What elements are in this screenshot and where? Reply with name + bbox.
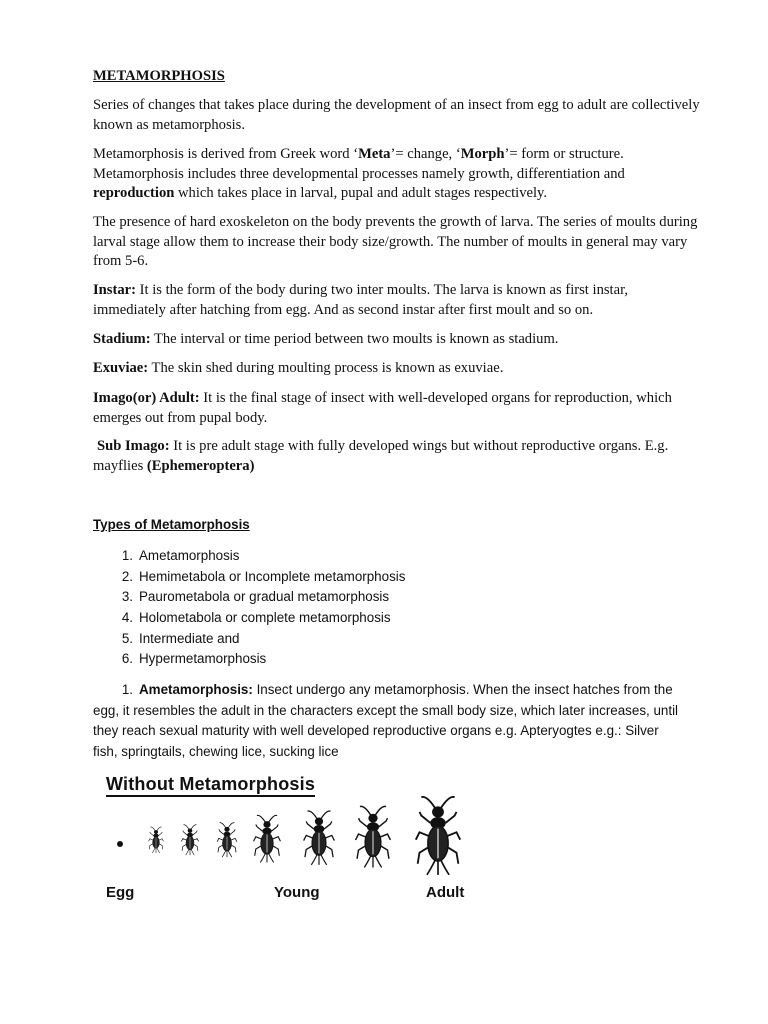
exuviae-definition	[93, 359, 703, 379]
ametamorphosis-section	[93, 680, 683, 762]
instar-term: Instar:	[93, 282, 136, 298]
list-number: 4.	[121, 610, 133, 626]
instar-definition	[93, 281, 703, 320]
list-label: Hemimetabola or Incomplete metamorphosis	[139, 568, 406, 584]
subimago-example: (Ephemeroptera)	[146, 457, 255, 474]
list-label: Ametamorphosis	[139, 548, 240, 563]
imago-definition	[93, 389, 703, 428]
subimago-term: Sub Imago:	[97, 438, 170, 454]
etymology-text-c: ’= form or structure. Metamorphosis includes three developmental processes namely growth, differentiation and	[93, 146, 625, 182]
intro-paragraph: Series of changes that takes place during the development of an insect from egg to adult are collectively known as metamorphosis.	[93, 97, 700, 133]
young-stage-3	[217, 823, 237, 858]
egg-mark	[117, 841, 123, 847]
insect-stages-illustration	[100, 770, 480, 885]
page-title: METAMORPHOSIS	[93, 68, 225, 84]
exoskeleton-paragraph: The presence of hard exoskeleton on the body prevents the growth of larva. The series of moults during larval stage allow them to increase their body size/growth. The number of moults in general may vary from 5-6.	[93, 214, 698, 269]
figure-title: Without Metamorphosis	[106, 774, 315, 797]
subimago-text: It is pre adult stage with fully developed wings but without reproductive organs. E.g. mayflies	[93, 438, 669, 474]
section-number: 1.	[121, 682, 133, 697]
instar-text: It is the form of the body during two inter moults. The larva is known as first instar, immediately after hatching from egg. And as second instar after first moult and so on.	[93, 282, 628, 318]
list-number: 5.	[121, 630, 133, 646]
ametamorphosis-paragraph	[93, 680, 683, 762]
young-stage-6	[356, 806, 391, 867]
list-number: 3.	[121, 589, 133, 605]
ametamorphosis-term: Ametamorphosis:	[139, 682, 253, 697]
young-stage-5	[304, 811, 335, 865]
subimago-definition	[93, 437, 703, 476]
list-label: Intermediate and	[139, 630, 240, 646]
etymology-text-b: ’= change, ‘	[390, 146, 461, 162]
morph-term: Morph	[460, 146, 505, 162]
imago-term: Imago(or) Adult:	[93, 390, 200, 406]
imago-text: It is the final stage of insect with well-developed organs for reproduction, which emerges out from pupal body.	[93, 390, 672, 426]
etymology-paragraph	[93, 145, 703, 204]
list-label: Hypermetamorphosis	[139, 651, 267, 667]
stadium-term: Stadium:	[93, 331, 151, 347]
stadium-definition	[93, 330, 703, 350]
etymology-text-a: Metamorphosis is derived from Greek word ‘	[93, 146, 359, 162]
stadium-text: The interval or time period between two moults is known as stadium.	[150, 331, 559, 347]
young-stage-1	[149, 827, 164, 853]
egg-label: Egg	[106, 884, 135, 901]
young-stage-4	[254, 815, 281, 862]
reproduction-term: reproduction	[93, 185, 175, 201]
list-number: 6.	[121, 651, 133, 667]
exuviae-text: The skin shed during moulting process is known as exuviae.	[148, 360, 504, 376]
young-stage-2	[181, 825, 198, 855]
list-number: 2.	[121, 568, 133, 584]
meta-term: Meta	[358, 146, 391, 162]
list-number: 1.	[121, 548, 133, 563]
ametamorphosis-text: Insect undergo any metamorphosis. When the insect hatches from the egg, it resembles the adult in the characters except the small body size, which later increases, until they reach sexual maturity with well developed reproductive organs e.g. Apteryogtes e.g.: Silver fish, springtails, chewing lice, sucking lice	[93, 682, 679, 759]
metamorphosis-figure	[100, 770, 480, 910]
adult-stage	[416, 797, 460, 875]
list-label: Paurometabola or gradual metamorphosis	[139, 589, 390, 605]
etymology-text-d: which takes place in larval, pupal and adult stages respectively.	[174, 185, 548, 201]
list-label: Holometabola or complete metamorphosis	[139, 610, 391, 626]
types-heading: Types of Metamorphosis	[93, 517, 250, 532]
young-label: Young	[274, 884, 320, 901]
exuviae-term: Exuviae:	[93, 360, 149, 376]
adult-label: Adult	[426, 884, 465, 901]
